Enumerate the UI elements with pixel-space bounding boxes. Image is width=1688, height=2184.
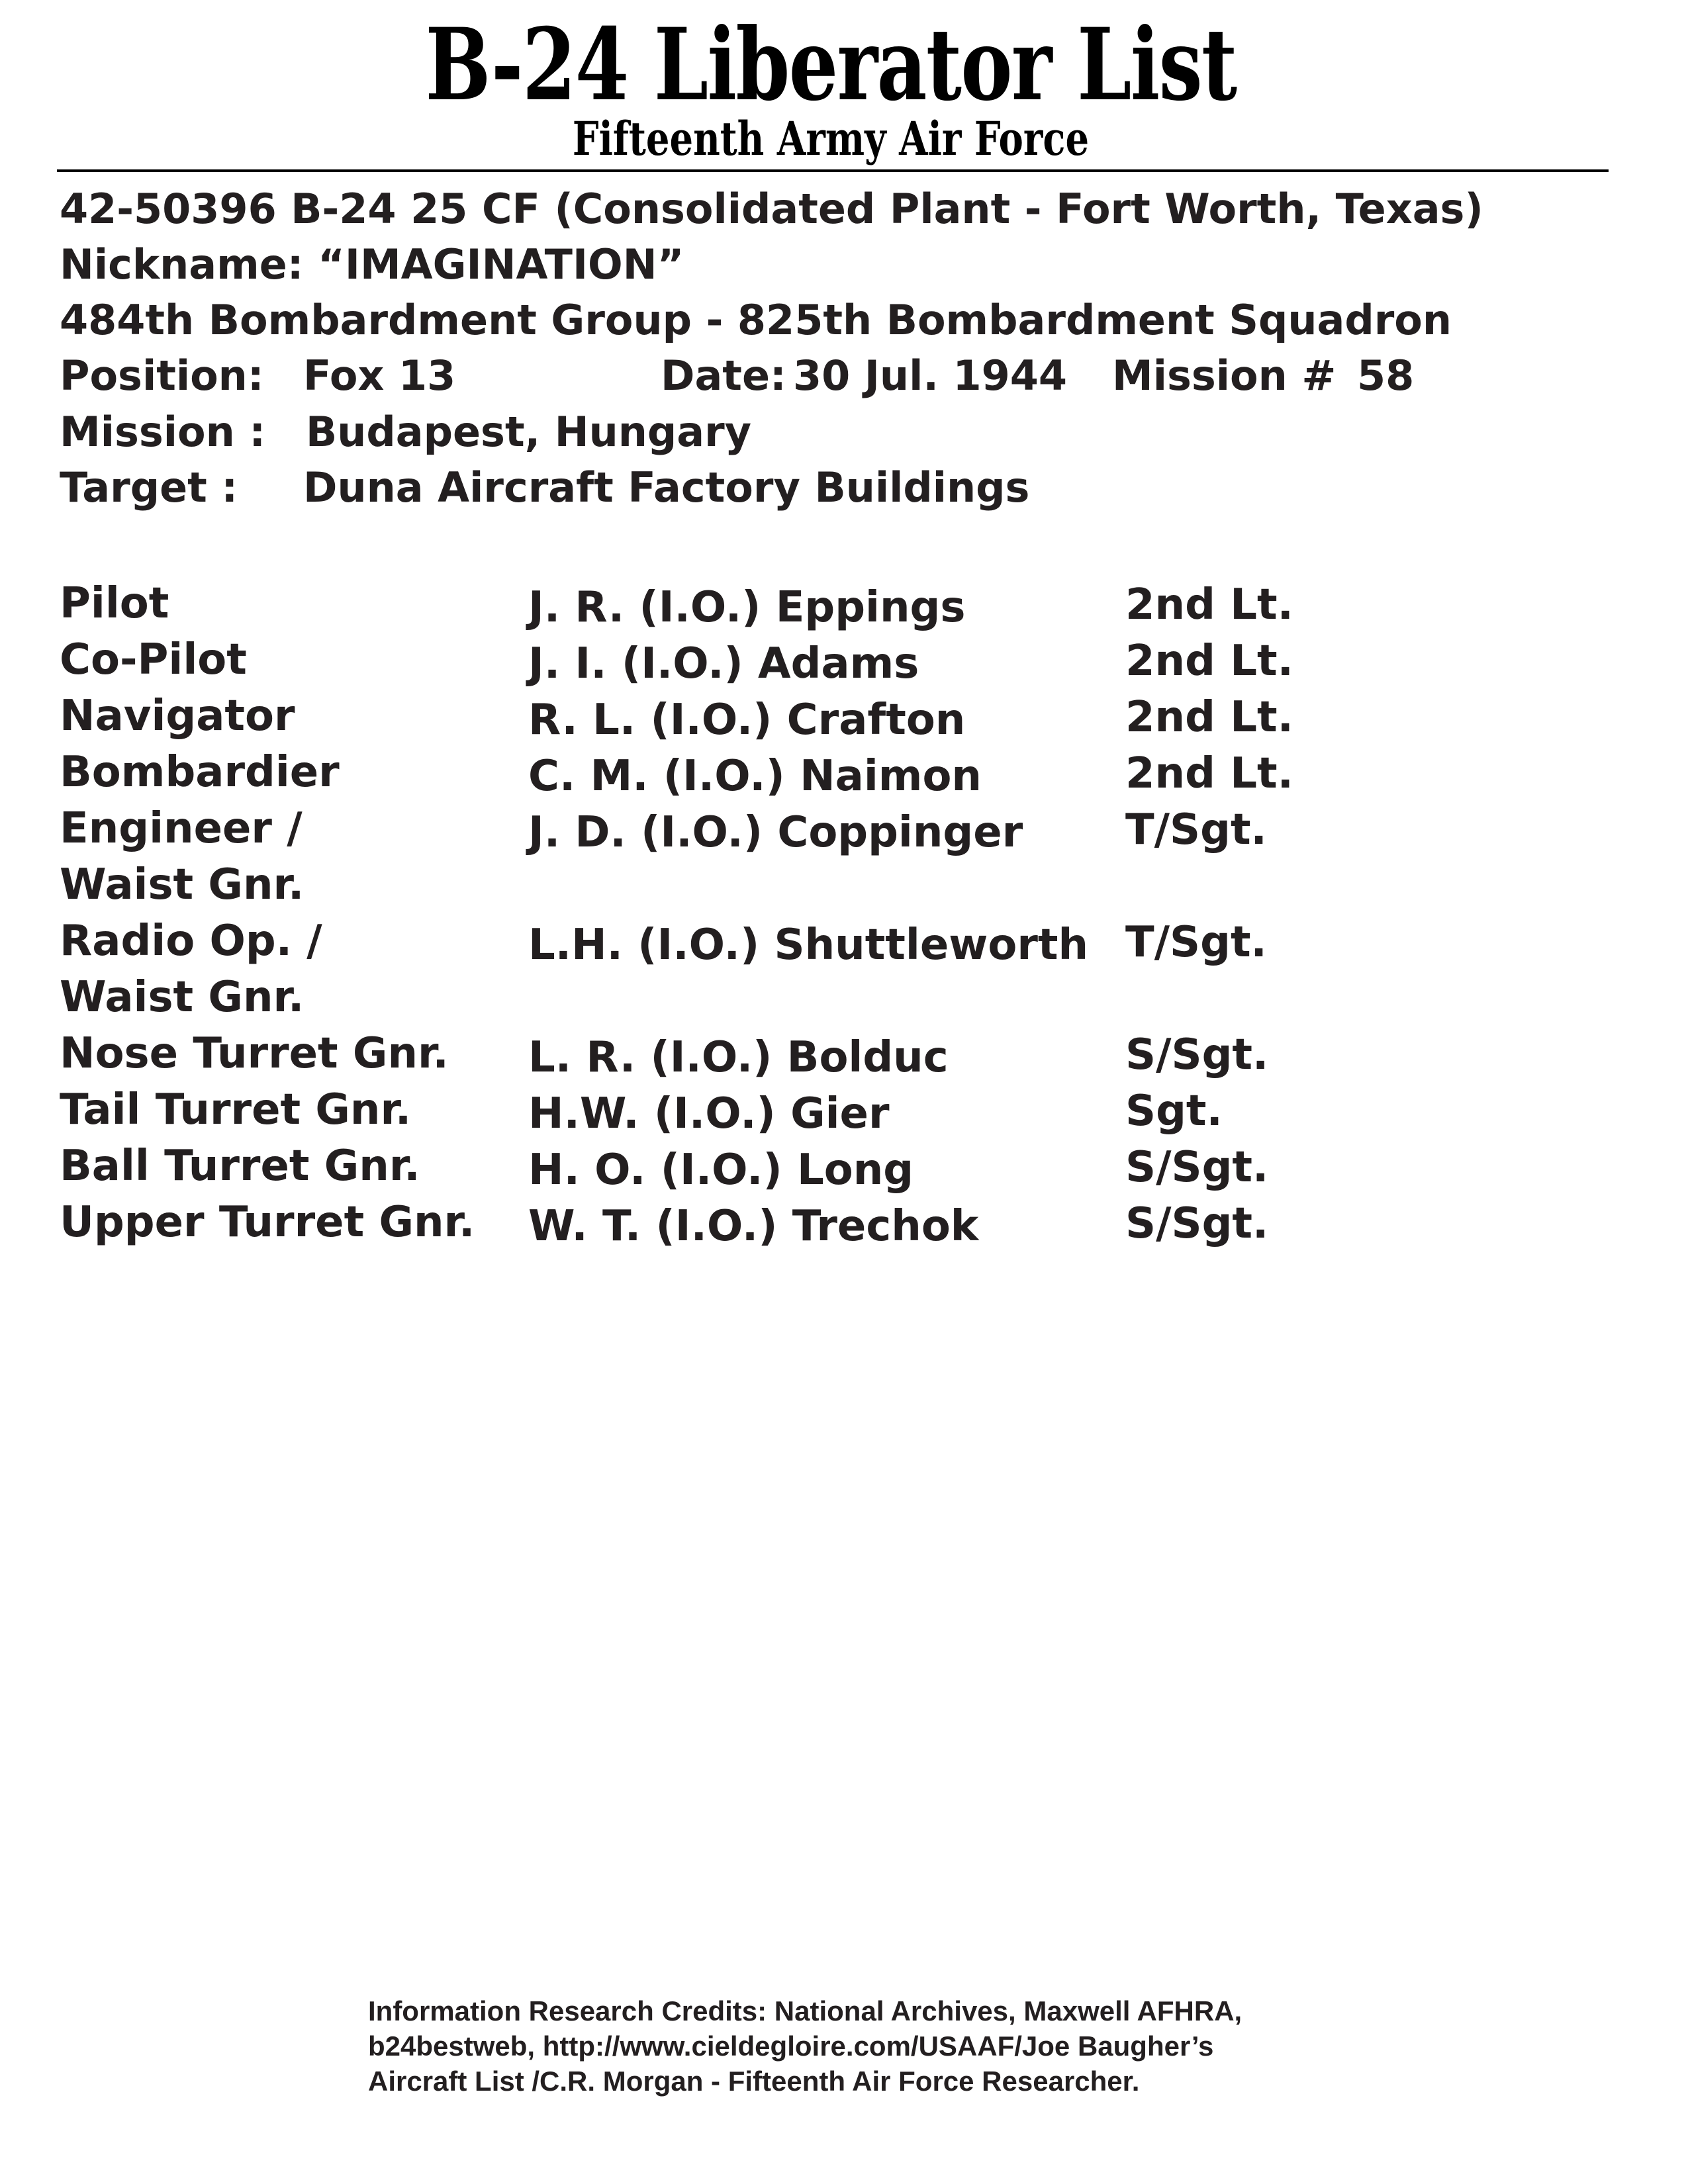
crew-rank: 2nd Lt. <box>1125 749 1293 798</box>
credits-line: Aircraft List /C.R. Morgan - Fifteenth Air Force Researcher. <box>368 2066 1140 2097</box>
mission-value: Budapest, Hungary <box>306 408 752 456</box>
crew-role-continued: Waist Gnr. <box>60 973 305 1022</box>
crew-role: Engineer / <box>60 804 303 853</box>
crew-name: J. I. (I.O.) Adams <box>528 639 919 688</box>
page-subtitle: Fifteenth Army Air Force <box>572 111 1090 166</box>
position-value: Fox 13 <box>303 351 456 400</box>
target-label: Target : <box>60 463 238 512</box>
crew-role: Pilot <box>60 579 169 628</box>
crew-role: Radio Op. / <box>60 917 322 966</box>
crew-name: H. O. (I.O.) Long <box>528 1146 914 1195</box>
crew-role: Ball Turret Gnr. <box>60 1142 420 1191</box>
crew-role: Navigator <box>60 692 295 741</box>
crew-name: L. R. (I.O.) Bolduc <box>528 1033 949 1082</box>
crew-role: Tail Turret Gnr. <box>60 1085 412 1134</box>
position-label: Position: <box>60 351 264 400</box>
credits-line: Information Research Credits: National Archives, Maxwell AFHRA, <box>368 1995 1243 2026</box>
research-credits <box>368 1993 1427 2099</box>
aircraft-nickname-line: Nickname: “IMAGINATION” <box>60 240 684 289</box>
crew-rank: S/Sgt. <box>1125 1030 1269 1079</box>
crew-rank: T/Sgt. <box>1125 918 1267 967</box>
crew-name: R. L. (I.O.) Crafton <box>528 696 966 745</box>
aircraft-serial-line: 42-50396 B-24 25 CF (Consolidated Plant - Fort Worth, Texas) <box>60 185 1483 233</box>
crew-rank: S/Sgt. <box>1125 1199 1269 1248</box>
credits-line: b24bestweb, http://www.cieldegloire.com/USAAF/Joe Baugher’s <box>368 2030 1214 2062</box>
crew-name: W. T. (I.O.) Trechok <box>528 1202 979 1251</box>
date-label: Date: <box>661 351 786 400</box>
header-rule <box>57 169 1609 172</box>
crew-rank: S/Sgt. <box>1125 1143 1269 1192</box>
crew-rank: 2nd Lt. <box>1125 637 1293 686</box>
crew-rank: 2nd Lt. <box>1125 580 1293 629</box>
crew-rank: Sgt. <box>1125 1087 1223 1136</box>
page-title: B-24 Liberator List <box>425 7 1237 123</box>
crew-role: Upper Turret Gnr. <box>60 1198 475 1247</box>
crew-name: H.W. (I.O.) Gier <box>528 1089 890 1138</box>
mission-number-value: 58 <box>1357 351 1415 400</box>
crew-role-continued: Waist Gnr. <box>60 860 305 909</box>
mission-number-label: Mission # <box>1112 351 1336 400</box>
crew-rank: 2nd Lt. <box>1125 693 1293 742</box>
crew-role: Bombardier <box>60 748 340 797</box>
crew-name: J. D. (I.O.) Coppinger <box>528 808 1023 857</box>
crew-name: L.H. (I.O.) Shuttleworth <box>528 921 1089 970</box>
crew-rank: T/Sgt. <box>1125 805 1267 854</box>
crew-name: J. R. (I.O.) Eppings <box>528 583 966 632</box>
crew-role: Nose Turret Gnr. <box>60 1029 449 1078</box>
crew-name: C. M. (I.O.) Naimon <box>528 752 982 801</box>
crew-role: Co-Pilot <box>60 635 247 684</box>
aircraft-group-line: 484th Bombardment Group - 825th Bombardment Squadron <box>60 296 1452 344</box>
date-value: 30 Jul. 1944 <box>793 351 1068 400</box>
mission-label: Mission : <box>60 408 266 456</box>
target-value: Duna Aircraft Factory Buildings <box>303 463 1030 512</box>
